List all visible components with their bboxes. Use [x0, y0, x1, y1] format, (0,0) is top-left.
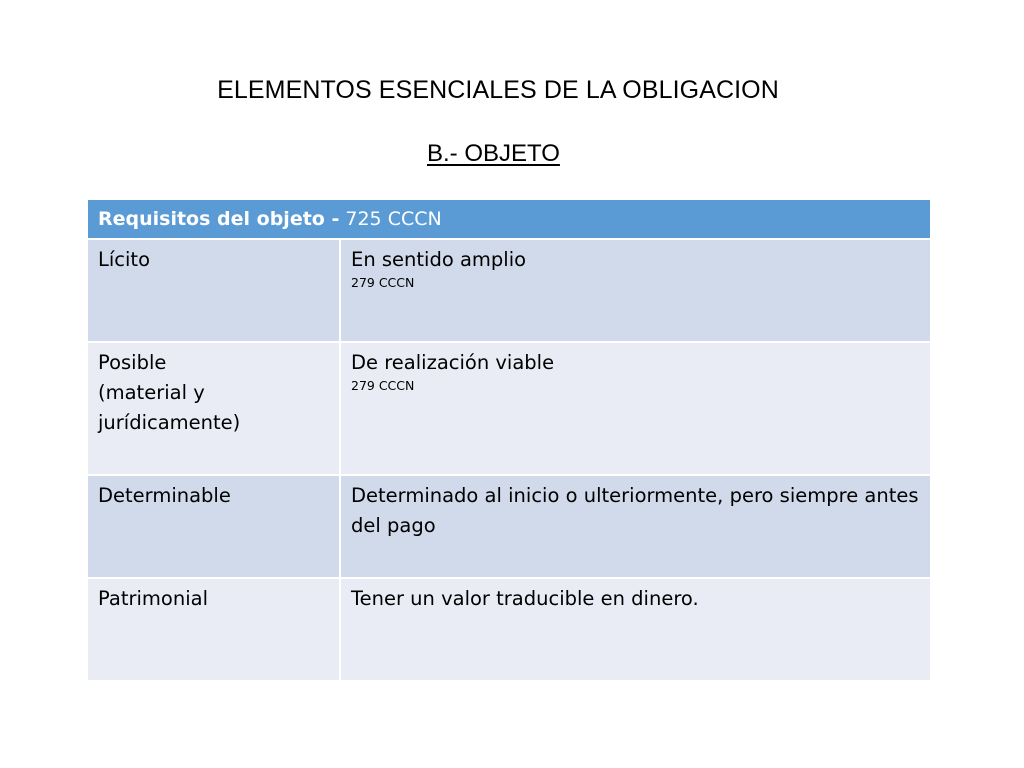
description-cell: [340, 342, 931, 475]
requirement-label: Determinable: [98, 484, 231, 507]
description-cell: [340, 475, 931, 578]
slide-title: ELEMENTOS ESENCIALES DE LA OBLIGACION: [217, 76, 779, 104]
requirement-label: Patrimonial: [98, 587, 208, 610]
table-header-title: Requisitos del objeto -: [98, 208, 340, 230]
table-row: [87, 475, 931, 578]
slide-subtitle: B.- OBJETO: [427, 140, 560, 167]
table-row: [87, 578, 931, 681]
description-text: En sentido amplio: [351, 248, 527, 271]
description-text: Tener un valor traducible en dinero.: [351, 587, 699, 610]
description-text: De realización viable: [351, 351, 555, 374]
table-header-reference: 725 CCCN: [339, 208, 442, 230]
requirement-cell: [87, 239, 340, 342]
requirement-cell: [87, 342, 340, 475]
requirement-label: Lícito: [98, 248, 150, 271]
article-reference: 279 CCCN: [351, 378, 415, 393]
table-row: [87, 239, 931, 342]
table-header-row: [87, 199, 931, 239]
description-cell: [340, 239, 931, 342]
description-text: Determinado al inicio o ulteriormente, pero siempre antes del pago: [351, 484, 919, 537]
article-reference: 279 CCCN: [351, 275, 415, 290]
requirement-label: Posible (material y jurídicamente): [98, 351, 241, 434]
table-row: [87, 342, 931, 475]
requirement-cell: [87, 475, 340, 578]
description-cell: [340, 578, 931, 681]
table-header-cell: [87, 199, 931, 239]
requirement-cell: [87, 578, 340, 681]
requirements-table: [86, 198, 932, 682]
